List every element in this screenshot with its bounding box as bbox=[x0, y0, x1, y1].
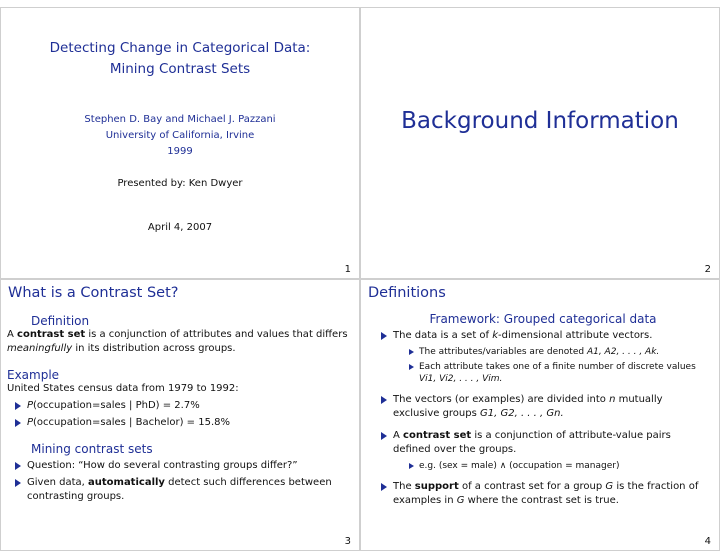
presenter: Presented by: Ken Dwyer bbox=[117, 178, 243, 189]
definition-text: A contrast set is a conjunction of attributes and values that differs meaningfully in its distribution across groups. bbox=[7, 329, 348, 354]
list-item: A contrast set is a conjunction of attribute-value pairs defined over the groups. e.g. (sex = male) ∧ (occupation = manager) bbox=[379, 429, 707, 472]
sub-list bbox=[407, 346, 707, 385]
page-number: 2 bbox=[704, 264, 711, 275]
sub-list-item: e.g. (sex = male) ∧ (occupation = manager) bbox=[407, 460, 707, 472]
slide-4-definitions bbox=[360, 279, 720, 551]
authors: Stephen D. Bay and Michael J. Pazzani bbox=[84, 114, 276, 125]
list-item: The support of a contrast set for a group G is the fraction of examples in G where the contrast set is true. bbox=[379, 480, 707, 508]
list-item: P(occupation=sales | Bachelor) = 15.8% bbox=[13, 416, 349, 430]
section-heading: Background Information bbox=[401, 108, 679, 134]
example-text: United States census data from 1979 to 1992: bbox=[7, 383, 239, 394]
presentation-date: April 4, 2007 bbox=[147, 222, 213, 233]
framework-block-title: Framework: Grouped categorical data bbox=[429, 312, 657, 326]
list-item: P(occupation=sales | PhD) = 2.7% bbox=[13, 399, 349, 413]
mining-block-title: Mining contrast sets bbox=[31, 442, 153, 456]
example-list bbox=[13, 399, 349, 430]
definitions-list bbox=[379, 329, 707, 508]
page-number: 3 bbox=[344, 536, 351, 547]
slide-content bbox=[7, 312, 349, 507]
list-item: The vectors (or examples) are divided into n mutually exclusive groups G1, G2, . . . , Gn. bbox=[379, 393, 707, 421]
paper-title bbox=[1, 38, 359, 80]
sub-list-item: The attributes/variables are denoted A1, A2, . . . , Ak. bbox=[407, 346, 707, 358]
paper-title-line-2: Mining Contrast Sets bbox=[109, 61, 251, 77]
author-block bbox=[1, 112, 359, 160]
sub-list-item: Each attribute takes one of a finite number of discrete values Vi1, Vi2, . . . , Vim. bbox=[407, 361, 707, 385]
slide-1-title bbox=[0, 7, 360, 279]
frame-title: Definitions bbox=[368, 285, 446, 301]
list-item: The data is a set of k-dimensional attribute vectors. The attributes/variables are denoted A1, A2, . . . , Ak. Each attribute takes one of a finite number of discrete values Vi1, Vi2, . . . , Vim. bbox=[379, 329, 707, 385]
frame-title: What is a Contrast Set? bbox=[8, 285, 179, 301]
slide-2-section bbox=[360, 7, 720, 279]
year: 1999 bbox=[167, 146, 193, 157]
slide-3-contrast-set bbox=[0, 279, 360, 551]
page-number: 4 bbox=[704, 536, 711, 547]
example-block-title: Example bbox=[7, 368, 60, 382]
page-number: 1 bbox=[344, 264, 351, 275]
list-item: Question: “How do several contrasting groups differ?” bbox=[13, 459, 349, 473]
mining-list bbox=[13, 459, 349, 504]
paper-title-line-1: Detecting Change in Categorical Data: bbox=[49, 40, 311, 56]
definition-block-title: Definition bbox=[31, 314, 90, 328]
list-item: Given data, automatically detect such differences between contrasting groups. bbox=[13, 476, 349, 504]
slide-content bbox=[379, 310, 707, 516]
affiliation: University of California, Irvine bbox=[105, 130, 255, 141]
sub-list bbox=[407, 460, 707, 472]
